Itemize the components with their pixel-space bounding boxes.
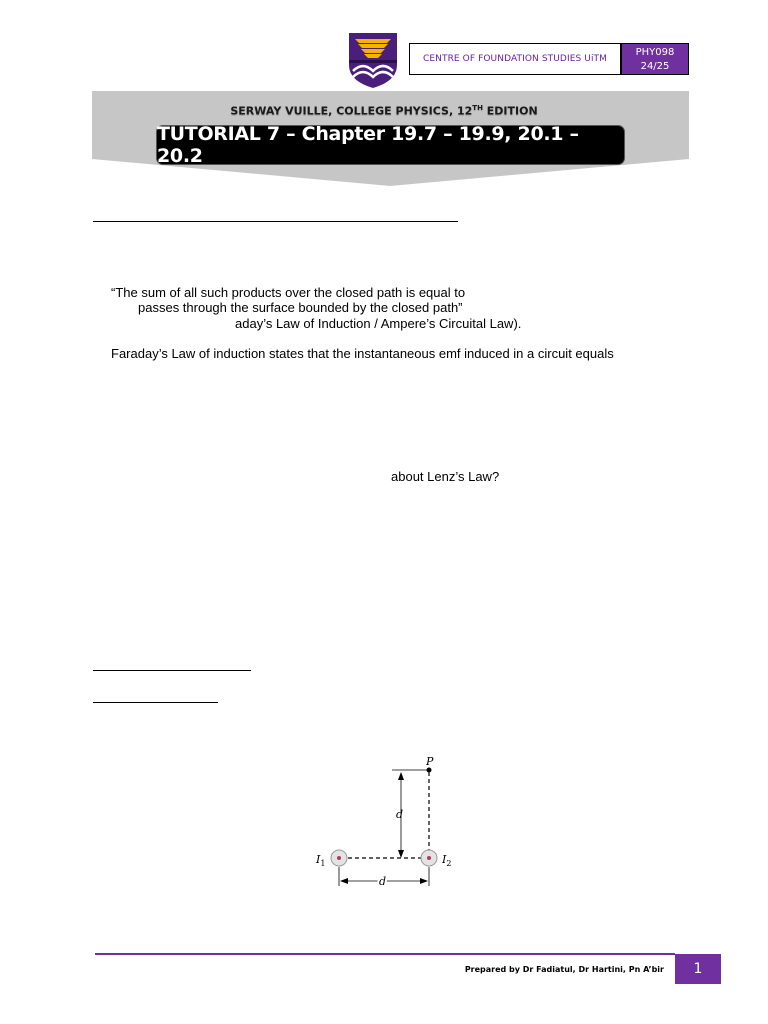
page-number: 1	[675, 954, 721, 984]
edition-line	[0, 104, 768, 118]
course-code-badge	[621, 43, 689, 75]
svg-text:I1	[315, 853, 325, 868]
quote-line-2: passes through the surface bounded by the closed path”	[138, 300, 463, 315]
prepared-by: Prepared by Dr Fadiatul, Dr Hartini, Pn A’bir	[464, 965, 664, 974]
edition-sup: TH	[472, 104, 483, 112]
lenz-line: about Lenz’s Law?	[391, 469, 500, 484]
uitm-crest-icon	[347, 31, 399, 89]
current2-label: I	[442, 853, 447, 866]
point-p-label: P	[426, 755, 434, 768]
vertical-distance-label: d	[396, 808, 404, 821]
footer-divider	[95, 953, 675, 955]
section-underline-2	[93, 670, 251, 671]
edition-suffix: EDITION	[482, 104, 538, 118]
course-code: PHY098	[635, 47, 675, 58]
edition-prefix: SERWAY VUILLE, COLLEGE PHYSICS, 12	[230, 104, 473, 118]
current1-sub: 1	[320, 859, 326, 868]
section-underline-3	[93, 702, 218, 703]
two-wire-figure	[310, 752, 470, 894]
section-heading-underline	[93, 221, 458, 222]
horizontal-distance-label: d	[379, 875, 387, 888]
faraday-line: Faraday’s Law of induction states that the instantaneous emf induced in a circuit equals	[111, 346, 614, 361]
current1-label: I	[316, 853, 321, 866]
centre-label: CENTRE OF FOUNDATION STUDIES UiTM	[409, 43, 621, 75]
session: 24/25	[640, 61, 670, 72]
quote-line-3: aday’s Law of Induction / Ampere’s Circuital Law).	[235, 316, 522, 331]
svg-text:I2	[441, 853, 451, 868]
current2-sub: 2	[446, 859, 452, 868]
page-title: TUTORIAL 7 – Chapter 19.7 – 19.9, 20.1 – 20.2	[157, 126, 624, 164]
quote-line-1: “The sum of all such products over the closed path is equal to	[111, 285, 466, 300]
